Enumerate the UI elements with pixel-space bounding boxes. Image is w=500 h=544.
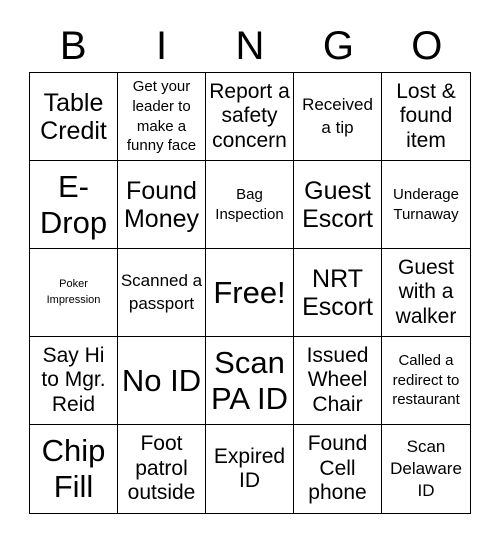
bingo-header (29, 20, 471, 72)
bingo-cell[interactable]: Report a safety concern (206, 73, 294, 161)
header-letter-n: N (235, 24, 265, 68)
header-letter-i: I (156, 24, 168, 68)
bingo-cell[interactable]: Scan Delaware ID (390, 436, 462, 501)
bingo-cell[interactable]: Scanned a passport (118, 249, 206, 337)
bingo-cell[interactable]: Foot patrol outside (118, 425, 206, 513)
header-letter-b: B (59, 24, 87, 68)
header-letter-o: O (411, 24, 443, 68)
bingo-cell[interactable]: E-Drop (30, 161, 118, 249)
bingo-cell[interactable]: Expired ID (206, 425, 294, 513)
bingo-cell[interactable]: No ID (118, 337, 206, 425)
bingo-cell[interactable]: Underage Turnaway (382, 161, 470, 249)
bingo-cell[interactable]: Table Credit (30, 73, 118, 161)
bingo-cell[interactable]: Scan PA ID (206, 337, 294, 425)
bingo-cell[interactable]: Chip Fill (30, 425, 118, 513)
bingo-cell[interactable]: Lost & found item (382, 73, 470, 161)
bingo-cell[interactable]: NRT Escort (294, 249, 382, 337)
bingo-cell[interactable]: Bag Inspection (206, 161, 294, 249)
bingo-cell[interactable]: Guest with a walker (382, 249, 470, 337)
bingo-cell[interactable]: Called a redirect to restaurant (382, 337, 470, 425)
bingo-cell[interactable]: Get your leader to make a funny face (118, 73, 206, 161)
bingo-cell[interactable]: Issued Wheel Chair (294, 337, 382, 425)
bingo-cell[interactable]: Say Hi to Mgr. Reid (30, 337, 118, 425)
bingo-free-cell[interactable]: Free! (206, 249, 294, 337)
header-letter-g: G (322, 24, 354, 68)
bingo-cell[interactable]: Poker Impression (30, 249, 118, 337)
bingo-cell[interactable]: Found Cell phone (294, 425, 382, 513)
bingo-card-grid (29, 72, 471, 514)
bingo-cell[interactable]: Received a tip (294, 73, 382, 161)
bingo-cell[interactable]: Found Money (118, 161, 206, 249)
bingo-cell[interactable]: Guest Escort (294, 161, 382, 249)
